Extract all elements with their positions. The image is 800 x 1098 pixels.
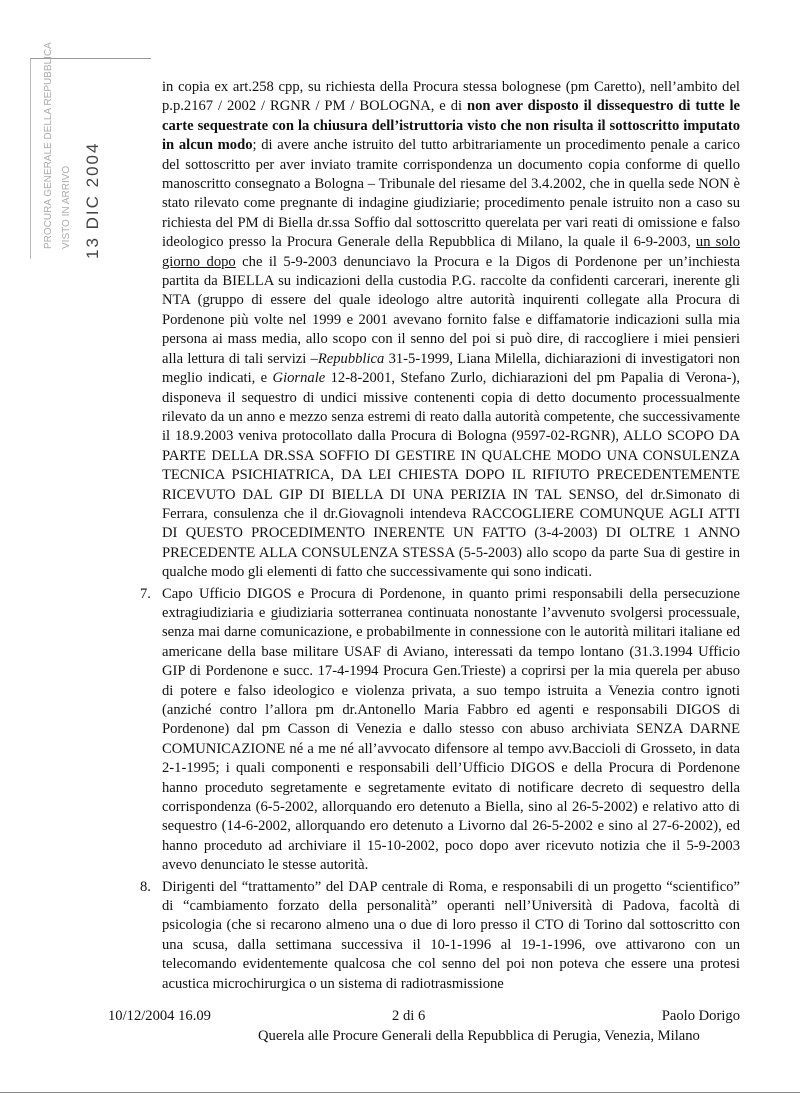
stamp-line-1: PROCURA GENERALE DELLA REPUBBLICA: [43, 42, 54, 249]
footer-date: 10/12/2004 16.09: [108, 1008, 211, 1024]
footer-author: Paolo Dorigo: [661, 1008, 740, 1024]
item-number: 8.: [140, 878, 151, 895]
document-body: [140, 78, 741, 994]
newspaper-name: Repubblica: [317, 350, 385, 367]
underlined-phrase: un solo giorno dopo: [162, 234, 740, 270]
list-item-8: [140, 878, 740, 994]
paragraph-continuation: in copia ex art.258 cpp, su richiesta della Procura stessa bolognese (pm Caretto), nell’ambito del p.p.2167 / 2002 / RGNR / PM / BOLOGNA, e di non aver disposto il dissequestro di tutte le carte sequestrate con la chiusura dell’istruttoria visto che non risulta il sottoscritto imputato in alcun modo; di avere anche istruito del tutto arbitrariamente un procedimento penale a carico del sottoscritto per aver inviato tramite corrispondenza un documento copia conforme di quello manoscritto consegnato a Bologna – Tribunale del riesame del 3.4.2002, che in quella sede NON è stato rilevato come pregnante di indagine giudiziarie; procedimento penale istruito non a caso su richiesta del PM di Biella dr.ssa Soffio dal sottoscritto querelata per vari reati di omissione e falso ideologico presso la Procura Generale della Repubblica di Milano, la quale il 6-9-2003, un solo giorno dopo che il 5-9-2003 denunciavo la Procura e la Digos di Pordenone per un’inchiesta partita da BIELLA su indicazioni della custodia P.G. raccolte da confidenti carcerari, inerente gli NTA (gruppo di essere del quale ideologo altre autorità inquirenti collegate alla Procura di Pordenone più volte nel 1999 e 2001 avevano fornito false e diffamatorie indicazioni sulla mia persona ai mass media, allo scopo con il senno del poi si può dire, di raccogliere i miei pensieri alla lettura di tali servizi –Repubblica 31-5-1999, Liana Milella, dichiarazioni di investigatori non meglio indicati, e Giornale 12-8-2001, Stefano Zurlo, dichiarazioni del pm Papalia di Verona-), disponeva il sequestro di undici missive contenenti copia di detto documento processualmente rilevato da un anno e mezzo senza estremi di reato dalla autorità competente, che successivamente il 18.9.2003 veniva protocollato dalla Procura di Bologna (9597-02-RGNR), ALLO SCOPO DA PARTE DELLA DR.SSA SOFFIO DI GESTIRE IN QUALCHE MODO UNA CONSULENZA TECNICA PSICHIATRICA, DA LEI CHIESTA DOPO IL RIFIUTO PRECEDENTEMENTE RICEVUTO DAL GIP DI BIELLA DI UNA PERIZIA IN TAL SENSO, del dr.Simonato di Ferrara, consulenza che il dr.Giovagnoli intendeva RACCOGLIERE COMUNQUE AGLI ATTI DI QUESTO PROCEDIMENTO INERENTE UN FATTO (3-4-2003) DI OLTRE 1 ANNO PRECEDENTE ALLA CONSULENZA STESSA (5-5-2003) allo scopo da parte Sua di gestire in qualche modo gli elementi di fatto che successivamente qui sono indicati.: [162, 79, 741, 581]
item-number: 7.: [140, 585, 151, 602]
newspaper-name: Giornale: [272, 370, 326, 387]
item-text: Dirigenti del “trattamento” del DAP centrale di Roma, e responsabili di un progetto “scientifico” di “cambiamento forzato della personalità” operanti nell’Università di Padova, facoltà di psicologia (che si recarono almeno una o due di loro presso il CTO di Torino dal sottoscritto con una scusa, dalla settimana successiva il 10-1-1996 al 19-1-1996, ove attivarono con un telecomando evidentemente qualcosa che col senno del poi non poteva che essere una protesi acustica microchirurgica o un sistema di radiotrasmissione: [162, 878, 740, 992]
page-number: 2 di 6: [392, 1008, 426, 1024]
list-item-7: [140, 585, 740, 876]
stamp-line-2: VISTO IN ARRIVO: [61, 165, 72, 249]
bottom-edge-line: [0, 1092, 800, 1093]
arrival-stamp: [30, 42, 151, 259]
item-text: Capo Ufficio DIGOS e Procura di Pordenone, in quanto primi responsabili della persecuzione extragiudiziaria e giudiziaria sotterranea continuata nonostante l’avvenuto svolgersi processuale, senza mai darne comunicazione, e probabilmente in connessione con le autorità militari italiane ed americane della base militare USAF di Aviano, interessati da tempo lontano (31.3.1994 Ufficio GIP di Pordenone e succ. 17-4-1994 Procura Gen.Trieste) a coprirsi per la mia querela per abuso di potere e falso ideologico e violenza privata, a suo tempo istruita a Venezia contro ignoti (anziché contro l’allora pm dr.Antonello Maria Fabbro ed agenti e responsabili DIGOS di Pordenone) dal pm Casson di Venezia e dallo stesso con abuso archiviata SENZA DARNE COMUNICAZIONE né a me né all’avvocato difensore al tempo avv.Baccioli di Grosseto, in data 2-1-1995; i quali componenti e responsabili dell’Ufficio DIGOS e della Procura di Pordenone hanno proceduto segretamente e segretamente evitato di notificare decreto di sequestro della corrispondenza (6-5-2002, allorquando ero detenuto a Biella, sino al 26-5-2002) e relativo atto di sequestro (14-6-2002, allorquando ero detenuto a Livorno dal 26-5-2002 e sino al 27-6-2002), ed hanno proceduto ad archiviare il 15-10-2002, poco dopo aver ricevuto notizia che il 5-9-2003 avevo denunciato le stesse autorità.: [162, 585, 740, 874]
bold-clause: non aver disposto il dissequestro di tutte le carte sequestrate con la chiusura dell’istruttoria visto che non risulta il sottoscritto imputato in alcun modo: [162, 98, 740, 154]
footer-subtitle: Querela alle Procure Generali della Repubblica di Perugia, Venezia, Milano: [258, 1028, 700, 1044]
stamp-date: 13 DIC 2004: [83, 141, 102, 259]
page-footer: [108, 1006, 740, 1044]
